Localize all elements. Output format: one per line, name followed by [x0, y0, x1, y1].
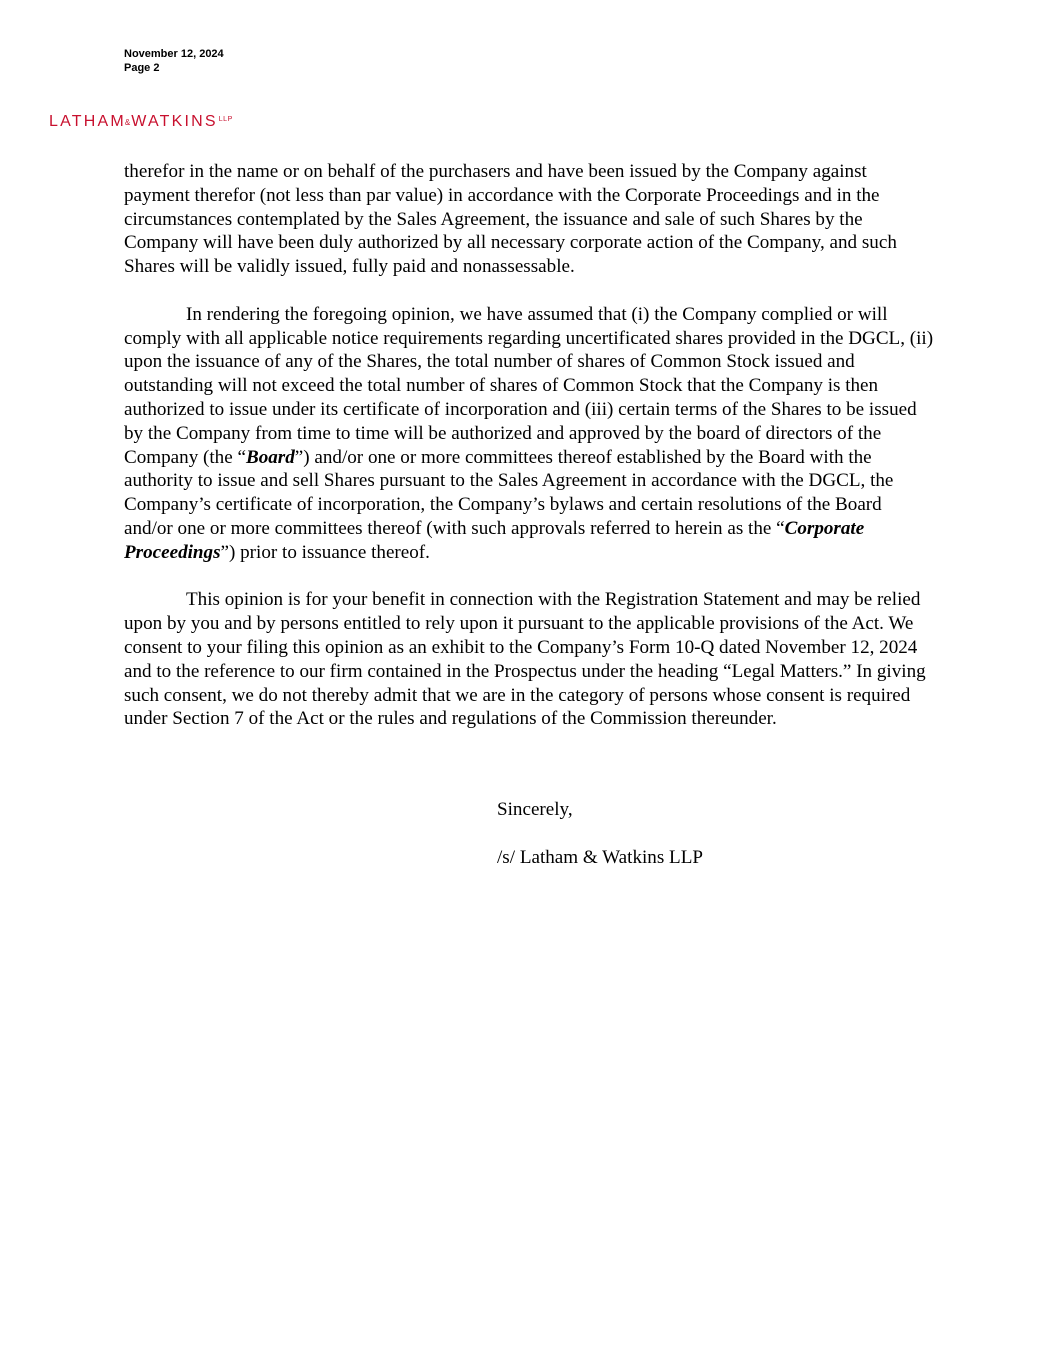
paragraph-assumptions-text-a: In rendering the foregoing opinion, we have assumed that (i) the Company complied or will comply with all applicable notice requirements regarding uncertificated shares provided in the DGCL, (ii) upon the issuance of any of the Shares, the total number of shares of Common Stock issued and outstanding will not exceed the total number of shares of Common Stock that the Company is then authorized to issue under its certificate of incorporation and (iii) certain terms of the Shares to be issued by the Company from time to time will be authorized and approved by the board of directors of the Company (the “ — [124, 303, 934, 468]
paragraph-continuation: therefor in the name or on behalf of the purchasers and have been issued by the Company against payment therefor (not less than par value) in accordance with the Corporate Proceedings and in the circumstances contemplated by the Sales Agreement, the issuance and sale of such Shares by the Company will have been duly authorized by all necessary corporate action of the Company, and such Shares will be validly issued, fully paid and nonassessable. — [124, 161, 897, 278]
defined-term-board: Board — [245, 446, 295, 468]
paragraph-consent: This opinion is for your benefit in connection with the Registration Statement and may be relied upon by you and by persons entitled to rely upon it pursuant to the applicable provisions of the Act. We consent to your filing this opinion as an exhibit to the Company’s Form 10-Q dated November 12, 2024 and to the reference to our firm contained in the Prospectus under the heading “Legal Matters.” In giving such consent, we do not thereby admit that we are in the category of persons whose consent is required under Section 7 of the Act or the rules and regulations of the Commission thereunder. — [124, 589, 926, 730]
paragraph-assumptions-text-c: ”) prior to issuance thereof. — [220, 541, 430, 563]
page-number: Page 2 — [124, 62, 160, 74]
logo-ampersand: & — [124, 118, 131, 127]
defined-term-corporate-proceedings: Corporate Proceedings — [124, 517, 865, 563]
logo-suffix: LLP — [218, 116, 233, 123]
letter-header — [124, 47, 224, 75]
firm-logo — [49, 110, 233, 133]
signature-block — [497, 798, 703, 893]
logo-name-part1: LATHAM — [49, 113, 126, 130]
closing-salutation: Sincerely, — [497, 799, 573, 820]
letter-body — [124, 160, 934, 755]
paragraph-assumptions — [124, 303, 934, 565]
paragraph-assumptions-text-b: ”) and/or one or more committees thereof established by the Board with the authority to issue and sell Shares pursuant to the Sales Agreement in accordance with the DGCL, the Company’s certificate of incorporation, the Company’s bylaws and certain resolutions of the Board and/or one or more committees thereof (with such approvals referred to herein as the “ — [124, 446, 894, 539]
letter-date: November 12, 2024 — [124, 48, 224, 60]
signer-name: /s/ Latham & Watkins LLP — [497, 846, 704, 868]
logo-name-part2: WATKINS — [131, 113, 218, 130]
